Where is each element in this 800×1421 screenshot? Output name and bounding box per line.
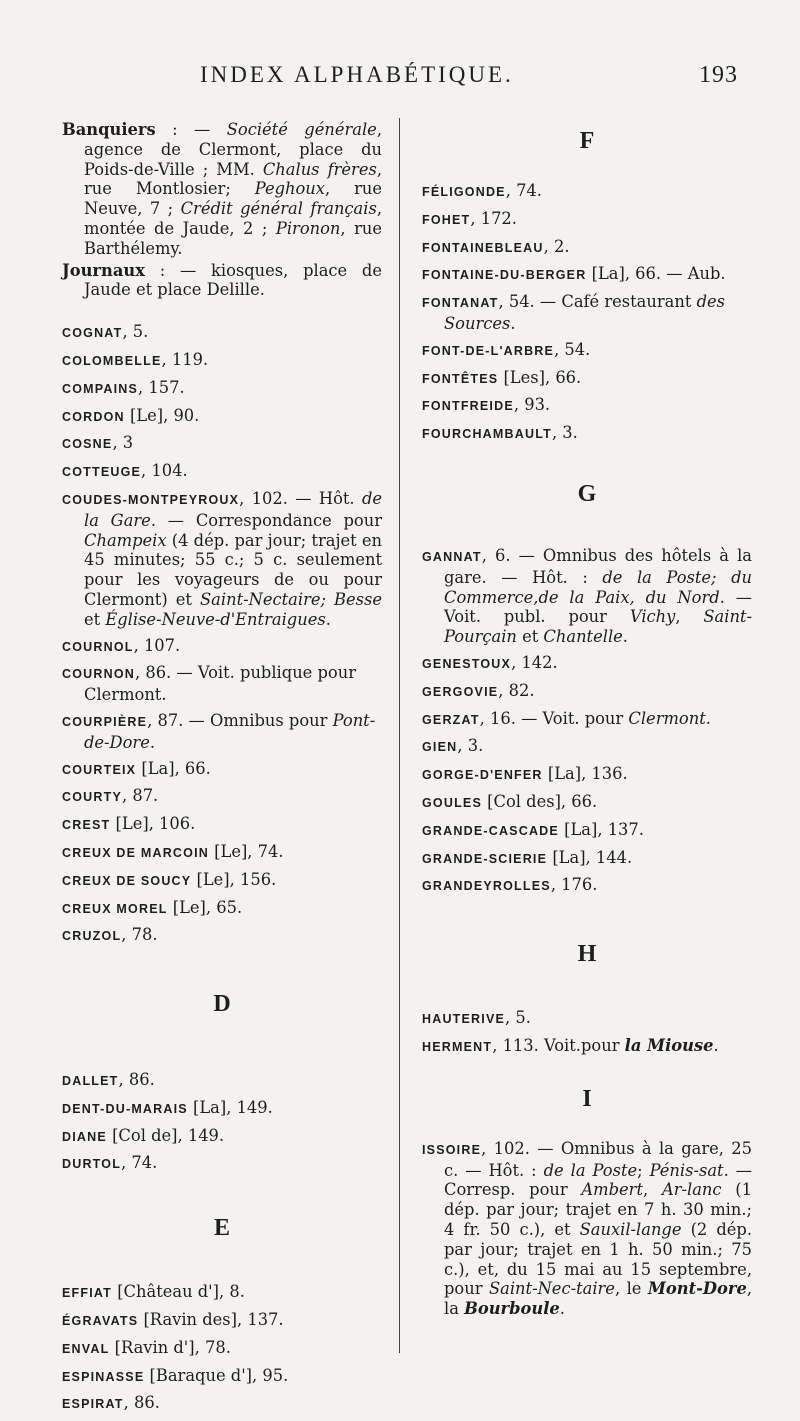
index-entry <box>422 792 752 814</box>
text-run: . <box>149 732 156 752</box>
index-entry <box>422 264 752 286</box>
index-entry <box>422 848 752 870</box>
text-run: . <box>705 708 711 728</box>
text-run: [Le], 156. <box>191 869 277 889</box>
text-run: COSNE <box>62 437 113 452</box>
index-entry <box>422 1036 752 1058</box>
index-entry <box>62 350 382 372</box>
section-letter-d: D <box>213 991 231 1018</box>
text-run: Église-Neuve-d'Entraigues <box>105 609 326 629</box>
text-run: . <box>510 313 516 333</box>
text-run: Sauxil-lange <box>579 1219 682 1239</box>
text-run: Société générale <box>226 120 377 139</box>
text-run: FONTAINE-DU-BERGER <box>422 268 587 283</box>
text-run: ESPIRAT <box>62 1397 124 1412</box>
index-entry <box>62 1126 382 1148</box>
index-entry <box>62 378 382 400</box>
text-run: Journaux <box>62 260 145 280</box>
text-run: Pont-de-Dore <box>84 710 376 752</box>
text-run: EFFIAT <box>62 1286 113 1301</box>
text-run: , montée de Jaude, 2 ; <box>84 199 382 238</box>
text-run: et <box>516 627 544 647</box>
text-run: , 5. <box>505 1008 531 1028</box>
index-entry <box>62 759 382 781</box>
index-entry <box>62 1338 382 1360</box>
text-run: [La], 144. <box>547 847 633 867</box>
text-run: , 93. <box>513 395 551 415</box>
text-run: Saint-Nec-taire <box>488 1279 615 1299</box>
entry-gannat <box>422 546 752 647</box>
text-run: . <box>622 627 628 647</box>
text-run: COURTY <box>62 790 122 805</box>
text-run: GRANDE-CASCADE <box>422 823 559 838</box>
text-run: FÉLIGONDE <box>422 185 506 199</box>
index-entry <box>62 1393 382 1415</box>
text-run: Ambert <box>581 1180 644 1200</box>
text-run: , 176. <box>550 875 598 895</box>
text-run: FONTFREIDE <box>422 399 514 414</box>
text-run: Pénis-sat <box>649 1160 724 1180</box>
index-entry <box>62 786 382 808</box>
entry-journaux <box>62 261 382 301</box>
index-entry <box>422 368 752 390</box>
text-run: (4 dép. par jour; trajet en 45 minutes; 55 c.; 5 c. seulement pour les voyageurs de ou pour Clermont) et <box>84 530 382 609</box>
text-run: la Miouse <box>624 1035 714 1055</box>
entry-issoire <box>422 1139 752 1319</box>
text-run: ; <box>637 1160 650 1180</box>
index-entry <box>422 736 752 758</box>
index-entry <box>62 1098 382 1120</box>
text-run: ESPINASSE <box>62 1369 145 1384</box>
text-run: [Col des], 66. <box>481 791 598 811</box>
text-run: [Le], 65. <box>167 897 243 917</box>
index-entry <box>62 814 382 836</box>
text-run: , agence de Clermont, place du Poids-de-Ville ; MM. <box>84 120 382 179</box>
text-run: [Baraque d'], 95. <box>144 1365 289 1385</box>
text-run: , 86. — Voit. publique pour Clermont. <box>84 663 356 705</box>
text-run: (1 dép. par jour; trajet en 7 h. 30 min.; 4 fr. 50 c.), et <box>444 1180 752 1239</box>
text-run: , 119. <box>161 349 209 369</box>
right-column <box>422 128 752 1325</box>
text-run: COMPAINS <box>62 381 139 396</box>
index-entry <box>422 423 752 445</box>
text-run: Bourboule <box>464 1299 560 1319</box>
text-run: [La], 137. <box>558 819 644 839</box>
text-run: HERMENT <box>422 1039 493 1054</box>
index-entry <box>62 898 382 920</box>
text-run: de la Gare <box>84 488 382 530</box>
section-letter-i: I <box>582 1085 592 1112</box>
text-run: , 102. — Hôt. <box>239 488 362 508</box>
text-run: , 87. <box>121 786 159 806</box>
text-run: , 2. <box>543 236 570 256</box>
text-run: [Ravin des], 137. <box>138 1310 284 1330</box>
text-run: , 102. — Omnibus à la gare, 25 c. — Hôt. : <box>444 1138 752 1180</box>
text-run: GRANDEYROLLES <box>422 879 551 894</box>
index-entry <box>422 292 752 334</box>
index-entry <box>422 681 752 703</box>
section-letter-e: E <box>213 1215 230 1242</box>
index-entry <box>422 820 752 842</box>
text-run: : — <box>155 120 227 139</box>
text-run: CORDON <box>62 409 125 424</box>
text-run: , le <box>614 1279 648 1299</box>
page-number: 193 <box>699 62 738 88</box>
text-run: , 3 <box>112 433 134 453</box>
text-run: , 172. <box>470 208 517 228</box>
index-entry <box>422 340 752 362</box>
text-run: , 113. Voit.pour <box>492 1035 625 1055</box>
text-run: DALLET <box>62 1074 119 1089</box>
text-run: [Ravin d'], 78. <box>109 1337 231 1357</box>
section-letter-f: F <box>579 128 595 154</box>
page-header <box>0 62 800 92</box>
text-run: CREST <box>62 818 111 833</box>
text-run: GRANDE-SCIERIE <box>422 851 548 866</box>
index-entry <box>62 925 382 947</box>
text-run: , 16. — Voit. pour <box>479 708 629 728</box>
text-run: [La], 136. <box>542 764 628 784</box>
text-run: , 107. <box>133 635 181 655</box>
text-run: Ar-lanc <box>661 1180 722 1200</box>
text-run: , <box>643 1180 662 1200</box>
section-letter-h: H <box>577 941 597 968</box>
text-run: et <box>84 609 106 629</box>
index-entry <box>62 406 382 428</box>
index-entry <box>422 237 752 259</box>
text-run: (2 dép. par jour; trajet en 1 h. 50 min.; 75 c.), et, du 15 mai au 15 septembre, pour <box>444 1219 752 1299</box>
text-run: . — Voit. publ. pour <box>444 587 752 627</box>
index-entry <box>422 653 752 675</box>
text-run: Saint-Nectaire; Besse <box>200 589 383 609</box>
text-run: ENVAL <box>62 1341 110 1356</box>
index-entry <box>62 870 382 892</box>
text-run: , 3. <box>457 736 484 756</box>
index-entry <box>422 181 752 203</box>
text-run: , 74. <box>121 1153 158 1173</box>
text-run: GERZAT <box>422 712 480 727</box>
text-run: , 157. <box>138 377 185 397</box>
text-run: FONT-DE-L'ARBRE <box>422 343 555 358</box>
text-run: FONTÊTES <box>422 371 499 386</box>
text-run: [Le], 90. <box>124 405 200 425</box>
text-run: GENESTOUX <box>422 656 512 671</box>
index-entry <box>62 711 382 753</box>
index-entry <box>62 1070 382 1092</box>
text-run: GOULES <box>422 795 482 810</box>
text-run: DIANE <box>62 1129 107 1144</box>
index-entry <box>62 461 382 483</box>
index-entry <box>62 663 382 705</box>
text-run: FONTAINEBLEAU <box>422 240 544 255</box>
text-run: COURTEIX <box>62 762 137 777</box>
text-run: : — kiosques, place de Jaude et place Delille. <box>84 260 382 300</box>
text-run: Mont-Dore <box>647 1279 747 1299</box>
index-entry <box>422 1008 752 1030</box>
text-run: , 74. <box>505 181 542 200</box>
text-run: FOURCHAMBAULT <box>422 427 552 442</box>
text-run: Clermont <box>628 708 706 728</box>
text-run: COLOMBELLE <box>62 353 162 368</box>
text-run: Chantelle <box>543 627 623 647</box>
index-entry <box>62 433 382 455</box>
text-run: . <box>713 1035 719 1055</box>
text-run: COGNAT <box>62 326 123 341</box>
index-entry <box>62 1310 382 1332</box>
text-run: , 87. — Omnibus pour <box>147 710 333 730</box>
text-run: , <box>675 607 704 627</box>
text-run: COTTEUGE <box>62 465 142 480</box>
text-run: DURTOL <box>62 1157 122 1172</box>
index-entry <box>422 764 752 786</box>
text-run: Chalus frères <box>262 159 377 179</box>
text-run: . — Corresp. pour <box>444 1160 753 1200</box>
text-run: FOHET <box>422 212 471 227</box>
text-run: Vichy <box>629 607 676 627</box>
text-run: des Sources <box>444 292 725 333</box>
text-run: , rue Montlosier; <box>84 159 382 199</box>
text-run: Crédit général français <box>180 199 377 219</box>
text-run: CREUX DE SOUCY <box>62 873 192 888</box>
running-title: INDEX ALPHABÉTIQUE. <box>200 62 514 87</box>
text-run: , 86. <box>123 1393 160 1413</box>
entry-banquiers <box>62 120 382 259</box>
text-run: , 104. <box>141 461 188 481</box>
text-run: HAUTERIVE <box>422 1012 506 1027</box>
text-run: , 82. <box>498 680 535 700</box>
index-entry <box>62 1366 382 1388</box>
text-run: Pironon <box>275 218 341 238</box>
text-run: [La], 149. <box>187 1097 273 1117</box>
text-run: , 5. <box>122 322 149 342</box>
text-run: GERGOVIE <box>422 684 499 699</box>
text-run: . <box>325 609 331 629</box>
text-run: de la Poste <box>543 1160 638 1180</box>
text-run: COURNOL <box>62 639 134 654</box>
index-entry <box>62 636 382 658</box>
section-letter-g: G <box>577 480 597 507</box>
index-entry <box>62 1153 382 1175</box>
text-run: DENT-DU-MARAIS <box>62 1101 188 1116</box>
text-run: , 6. — Omnibus des hôtels à la gare. — Hôt. : <box>444 545 752 587</box>
text-run: . <box>559 1299 565 1319</box>
index-entry <box>422 875 752 897</box>
text-run: [Le], 106. <box>110 814 196 834</box>
text-run: FONTANAT <box>422 296 499 311</box>
index-entry <box>422 709 752 731</box>
text-run: CREUX MOREL <box>62 901 168 916</box>
text-run: Peghoux <box>254 179 325 199</box>
text-run: ISSOIRE <box>422 1142 482 1157</box>
text-run: , 142. <box>511 652 558 672</box>
text-run: [Les], 66. <box>498 367 582 387</box>
text-run: CREUX DE MARCOIN <box>62 845 209 860</box>
text-run: Saint-Pourçain <box>444 607 752 647</box>
text-run: , 54. — Café restaurant <box>498 292 697 312</box>
text-run: Banquiers <box>62 120 156 139</box>
text-run: , 54. <box>554 339 591 359</box>
left-column <box>62 120 382 1421</box>
text-run: GIEN <box>422 740 458 755</box>
text-run: , 86. <box>118 1070 155 1090</box>
text-run: , 3. <box>551 423 578 443</box>
index-entry <box>62 1282 382 1304</box>
text-run: [La], 66. <box>136 758 211 778</box>
column-divider <box>399 118 400 1353</box>
entry-coudes <box>62 489 382 630</box>
text-run: , la <box>444 1279 753 1319</box>
text-run: GORGE-D'ENFER <box>422 768 543 783</box>
text-run: , rue Barthélemy. <box>84 218 382 258</box>
text-run: [Col de], 149. <box>106 1125 225 1145</box>
text-run: ÉGRAVATS <box>62 1314 139 1329</box>
text-run: GANNAT <box>422 549 482 564</box>
text-run: CRUZOL <box>62 929 122 944</box>
text-run: . — Correspondance pour <box>150 510 382 530</box>
index-entry <box>62 322 382 344</box>
index-entry <box>62 842 382 864</box>
text-run: COUDES-MONTPEYROUX <box>62 492 240 507</box>
text-run: [Le], 74. <box>208 841 284 861</box>
index-entry <box>422 395 752 417</box>
text-run: [Château d'], 8. <box>112 1282 245 1302</box>
index-entry <box>422 209 752 231</box>
text-run: , rue Neuve, 7 ; <box>84 179 382 219</box>
text-run: , 78. <box>121 925 158 945</box>
text-run: de la Poste; du Commerce,de la Paix, du Nord <box>444 567 752 607</box>
text-run: COURNON <box>62 667 135 682</box>
text-run: Champeix <box>84 530 167 550</box>
text-run: COURPIÈRE <box>62 714 148 729</box>
text-run: [La], 66. — Aub. <box>586 264 726 284</box>
